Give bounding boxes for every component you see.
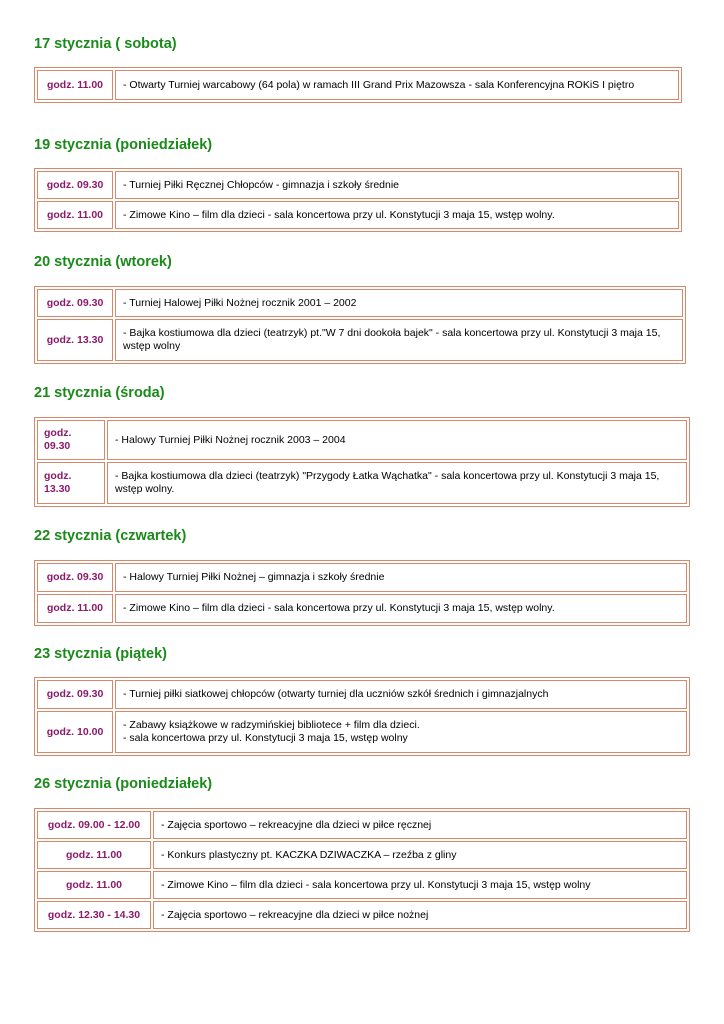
schedule-table-22 [34,560,690,626]
day-title-21: 21 stycznia (środa) [34,385,165,401]
event-time: godz. 11.00 [37,201,113,229]
day-title-26: 26 stycznia (poniedziałek) [34,776,213,792]
day-title-20: 20 stycznia (wtorek) [34,254,172,270]
event-time: godz. 12.30 - 14.30 [37,901,151,929]
table-row [37,901,687,929]
event-time: godz. 11.00 [37,841,151,869]
event-description: - Zimowe Kino – film dla dzieci - sala koncertowa przy ul. Konstytucji 3 maja 15, wstęp wolny. [115,201,679,229]
table-row [37,711,687,753]
day-title-23: 23 stycznia (piątek) [34,646,167,662]
table-row [37,680,687,709]
event-time: godz. 10.00 [37,711,113,753]
table-row [37,171,679,199]
event-time: godz. 09.30 [37,680,113,709]
event-description: - Halowy Turniej Piłki Nożnej – gimnazja i szkoły średnie [115,563,687,592]
schedule-table-20 [34,286,686,364]
event-description: - Zimowe Kino – film dla dzieci - sala koncertowa przy ul. Konstytucji 3 maja 15, wstęp wolny [153,871,687,899]
day-title-22: 22 stycznia (czwartek) [34,528,187,544]
event-time: godz. 13.30 [37,319,113,361]
event-description: - Halowy Turniej Piłki Nożnej rocznik 2003 – 2004 [107,420,687,460]
event-time: godz. 09.30 [37,563,113,592]
event-time: godz. 09.30 [37,289,113,317]
event-time: godz. 11.00 [37,70,113,100]
schedule-table-21 [34,417,690,507]
event-time: godz. 09.30 [37,171,113,199]
event-description: - Turniej Halowej Piłki Nożnej rocznik 2001 – 2002 [115,289,683,317]
event-time: godz. 13.30 [37,462,105,504]
event-description: - Bajka kostiumowa dla dzieci (teatrzyk) "Przygody Łatka Wąchatka" - sala koncertowa przy ul. Konstytucji 3 maja 15, wstęp wolny. [107,462,687,504]
event-description-line: - sala koncertowa przy ul. Konstytucji 3 maja 15, wstęp wolny [123,732,408,744]
event-description: - Turniej piłki siatkowej chłopców (otwarty turniej dla uczniów szkół średnich i gimnazjalnych [115,680,687,709]
table-row [37,563,687,592]
event-description: - Zajęcia sportowo – rekreacyjne dla dzieci w piłce nożnej [153,901,687,929]
event-time: godz. 09.30 [37,420,105,460]
schedule-table-26 [34,808,690,932]
event-description: - Zajęcia sportowo – rekreacyjne dla dzieci w piłce ręcznej [153,811,687,839]
table-row [37,70,679,100]
table-row [37,289,683,317]
event-description: - Otwarty Turniej warcabowy (64 pola) w ramach III Grand Prix Mazowsza - sala Konferencyjna ROKiS I piętro [115,70,679,100]
event-description-line: - Zabawy książkowe w radzymińskiej bibliotece + film dla dzieci. [123,719,420,731]
event-description: - Bajka kostiumowa dla dzieci (teatrzyk) pt."W 7 dni dookoła bajek" - sala koncertowa przy ul. Konstytucji 3 maja 15, wstęp wolny [115,319,683,361]
event-time: godz. 09.00 - 12.00 [37,811,151,839]
event-time: godz. 11.00 [37,594,113,623]
event-time: godz. 11.00 [37,871,151,899]
table-row [37,462,687,504]
schedule-table-17 [34,67,682,103]
table-row [37,319,683,361]
table-row [37,871,687,899]
schedule-table-23 [34,677,690,756]
event-description [115,711,687,753]
table-row [37,420,687,460]
schedule-table-19 [34,168,682,232]
event-description: - Turniej Piłki Ręcznej Chłopców - gimnazja i szkoły średnie [115,171,679,199]
table-row [37,594,687,623]
table-row [37,811,687,839]
table-row [37,201,679,229]
day-title-19: 19 stycznia (poniedziałek) [34,137,213,153]
table-row [37,841,687,869]
event-description: - Zimowe Kino – film dla dzieci - sala koncertowa przy ul. Konstytucji 3 maja 15, wstęp wolny. [115,594,687,623]
event-description: - Konkurs plastyczny pt. KACZKA DZIWACZKA – rzeźba z gliny [153,841,687,869]
day-title-17: 17 stycznia ( sobota) [34,36,177,52]
